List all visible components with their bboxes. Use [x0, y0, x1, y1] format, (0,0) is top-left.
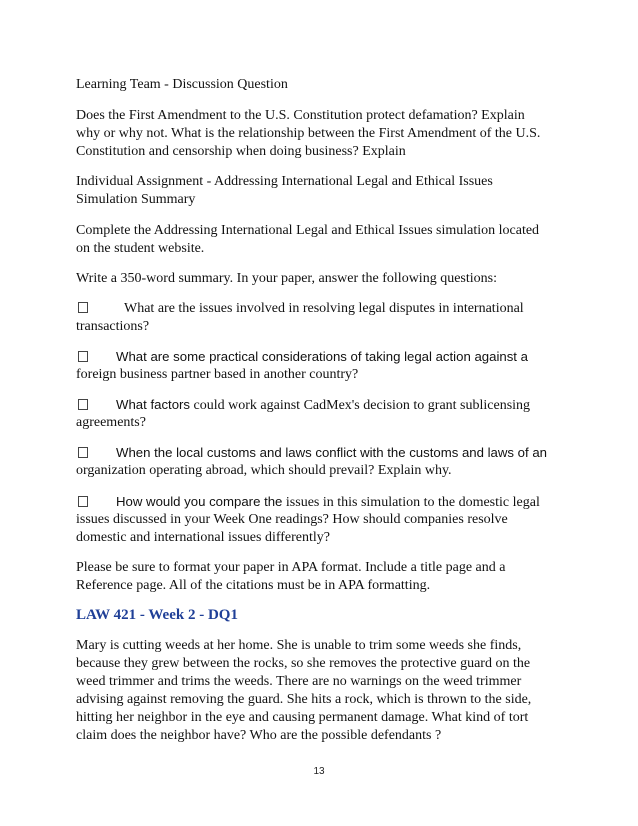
bullet-icon [78, 302, 88, 313]
write-summary-line: Write a 350-word summary. In your paper, answer the following questions: [76, 271, 497, 286]
question-2-continuation: foreign business partner based in another country? [76, 367, 359, 382]
page-number: 13 [313, 766, 325, 777]
question-3 [76, 396, 530, 415]
question-1 [76, 300, 524, 318]
discussion-question-line: why or why not. What is the relationship between the First Amendment of the U.S. [76, 126, 541, 141]
individual-assignment-heading: Simulation Summary [76, 192, 196, 207]
question-2-text: What are some practical considerations of taking legal action against a [116, 349, 528, 364]
complete-simulation-line: on the student website. [76, 241, 205, 256]
question-1-text: What are the issues involved in resolving legal disputes in international [124, 301, 524, 316]
question-5-text-a: How would you compare the [116, 494, 283, 509]
question-4 [76, 444, 547, 463]
mary-scenario-line: advising against removing the guard. She hits a rock, which is thrown to the side, [76, 692, 532, 707]
bullet-icon [78, 351, 88, 362]
question-4-continuation: organization operating abroad, which should prevail? Explain why. [76, 463, 452, 478]
discussion-question-line: Does the First Amendment to the U.S. Constitution protect defamation? Explain [76, 108, 525, 123]
individual-assignment-heading: Individual Assignment - Addressing International Legal and Ethical Issues [76, 174, 493, 189]
question-3-continuation: agreements? [76, 415, 146, 430]
mary-scenario-line: because they grew between the rocks, so she removes the protective guard on the [76, 656, 531, 671]
learning-team-heading: Learning Team - Discussion Question [76, 77, 288, 92]
question-5-text-b: issues in this simulation to the domestic legal [282, 495, 540, 510]
question-4-text: When the local customs and laws conflict with the customs and laws of an [116, 445, 547, 460]
apa-format-line: Reference page. All of the citations must be in APA formatting. [76, 578, 431, 593]
question-5-continuation: domestic and international issues differently? [76, 530, 331, 545]
complete-simulation-line: Complete the Addressing International Legal and Ethical Issues simulation located [76, 223, 540, 238]
bullet-icon [78, 399, 88, 410]
law-421-heading: LAW 421 - Week 2 - DQ1 [76, 607, 238, 623]
apa-format-line: Please be sure to format your paper in APA format. Include a title page and a [76, 560, 506, 575]
question-3-text-a: What factors [116, 397, 191, 412]
discussion-question-line: Constitution and censorship when doing business? Explain [76, 144, 406, 159]
question-1-continuation: transactions? [76, 319, 150, 334]
question-2 [76, 348, 528, 367]
bullet-icon [78, 447, 88, 458]
question-3-text-b: could work against CadMex's decision to grant sublicensing [190, 398, 531, 413]
mary-scenario-line: claim does the neighbor have? Who are the possible defendants ? [76, 728, 442, 743]
question-5-continuation: issues discussed in your Week One readings? How should companies resolve [76, 512, 508, 527]
question-5 [76, 493, 540, 512]
mary-scenario-line: hitting her neighbor in the eye and causing permanent damage. What kind of tort [76, 710, 529, 725]
mary-scenario-line: weed trimmer and trims the weeds. There are no warnings on the weed trimmer [76, 674, 522, 689]
bullet-icon [78, 496, 88, 507]
mary-scenario-line: Mary is cutting weeds at her home. She is unable to trim some weeds she finds, [76, 638, 522, 653]
